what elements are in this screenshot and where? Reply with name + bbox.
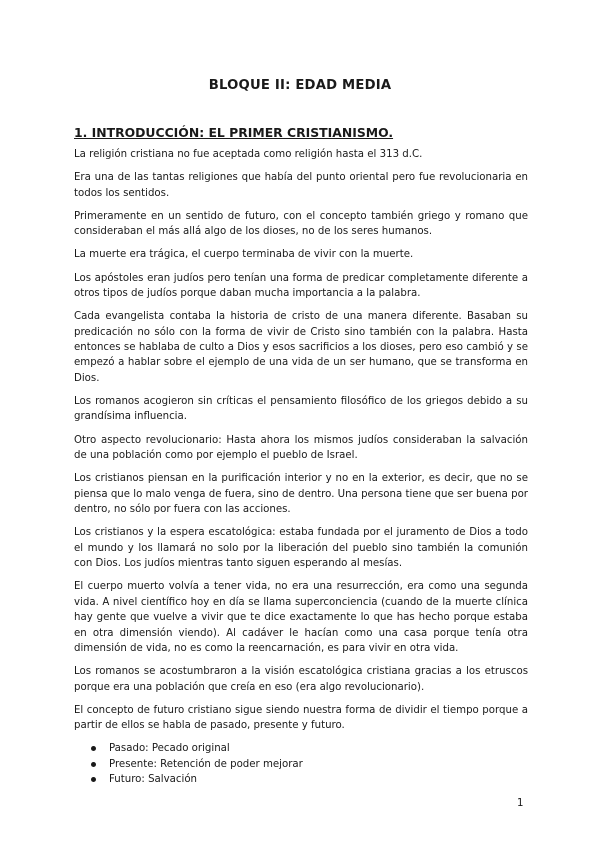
- paragraph: Cada evangelista contaba la historia de cristo de una manera diferente. Basaban su predicación no sólo con la forma de vivir de Cristo sino también con la palabra. Hasta entonces se hablaba de culto a Dios y esos sacrificios a los dioses, pero eso cambió y se empezó a hablar sobre el ejemplo de una vida de un ser humano, que se transforma en Dios.: [74, 311, 528, 384]
- section-heading: 1. INTRODUCCIÓN: EL PRIMER CRISTIANISMO.: [74, 125, 394, 140]
- list-item: [91, 741, 528, 756]
- list-item-text: Pasado: Pecado original: [109, 743, 230, 755]
- paragraph: Los romanos acogieron sin críticas el pensamiento filosófico de los griegos debido a su grandísima influencia.: [74, 396, 528, 423]
- bullet-icon: [91, 777, 96, 782]
- page-title: BLOQUE II: EDAD MEDIA: [208, 78, 392, 93]
- paragraph: La muerte era trágica, el cuerpo terminaba de vivir con la muerte.: [74, 249, 414, 261]
- bullet-icon: [91, 746, 96, 751]
- paragraph: El concepto de futuro cristiano sigue siendo nuestra forma de dividir el tiempo porque a partir de ellos se habla de pasado, presente y futuro.: [74, 704, 528, 732]
- list-item: [91, 772, 528, 787]
- paragraph: Los cristianos y la espera escatológica: estaba fundada por el juramento de Dios a todo el mundo y los llamará no solo por la liberación del pueblo sino también la comunión con Dios. Los judíos mientras tanto siguen esperando al mesías.: [74, 527, 528, 570]
- document-body: [74, 147, 528, 788]
- paragraph: Otro aspecto revolucionario: Hasta ahora los mismos judíos consideraban la salvación de una población como por ejemplo el pueblo de Israel.: [74, 434, 528, 462]
- paragraph: La religión cristiana no fue aceptada como religión hasta el 313 d.C.: [74, 149, 423, 160]
- list-item-text: Futuro: Salvación: [109, 774, 198, 786]
- bullet-icon: [91, 762, 96, 767]
- list-item: [91, 757, 528, 772]
- paragraph: Los apóstoles eran judíos pero tenían una forma de predicar completamente diferente a otros tipos de judíos porque daban mucha importancia a la palabra.: [74, 272, 528, 300]
- bullet-list: [74, 741, 528, 787]
- list-item-text: Presente: Retención de poder mejorar: [109, 758, 303, 770]
- page-number: 1: [517, 798, 524, 809]
- paragraph: Los cristianos piensan en la purificación interior y no en la exterior, es decir, que no se piensa que lo malo venga de fuera, sino de dentro. Una persona tiene que ser buena por dentro, no sólo por fuera con las acciones.: [74, 473, 528, 516]
- paragraph: Primeramente en un sentido de futuro, con el concepto también griego y romano que consideraban el más allá algo de los dioses, no de los seres humanos.: [74, 210, 528, 238]
- paragraph: Era una de las tantas religiones que había del punto oriental pero fue revolucionaria en todos los sentidos.: [74, 172, 528, 199]
- paragraph: Los romanos se acostumbraron a la visión escatológica cristiana gracias a los etruscos porque era una población que creía en eso (era algo revolucionario).: [74, 666, 528, 693]
- paragraph: El cuerpo muerto volvía a tener vida, no era una resurrección, era como una segunda vida. A nivel científico hoy en día se llama superconciencia (cuando de la muerte clínica hay gente que vuelve a vivir que te dice exactamente lo que has hecho porque estaba en otra dimensión viendo). Al cadáver le hacían como una casa porque tenía otra dimensión de vida, no es como la reencarnación, es para vivir en otra vida.: [74, 581, 528, 654]
